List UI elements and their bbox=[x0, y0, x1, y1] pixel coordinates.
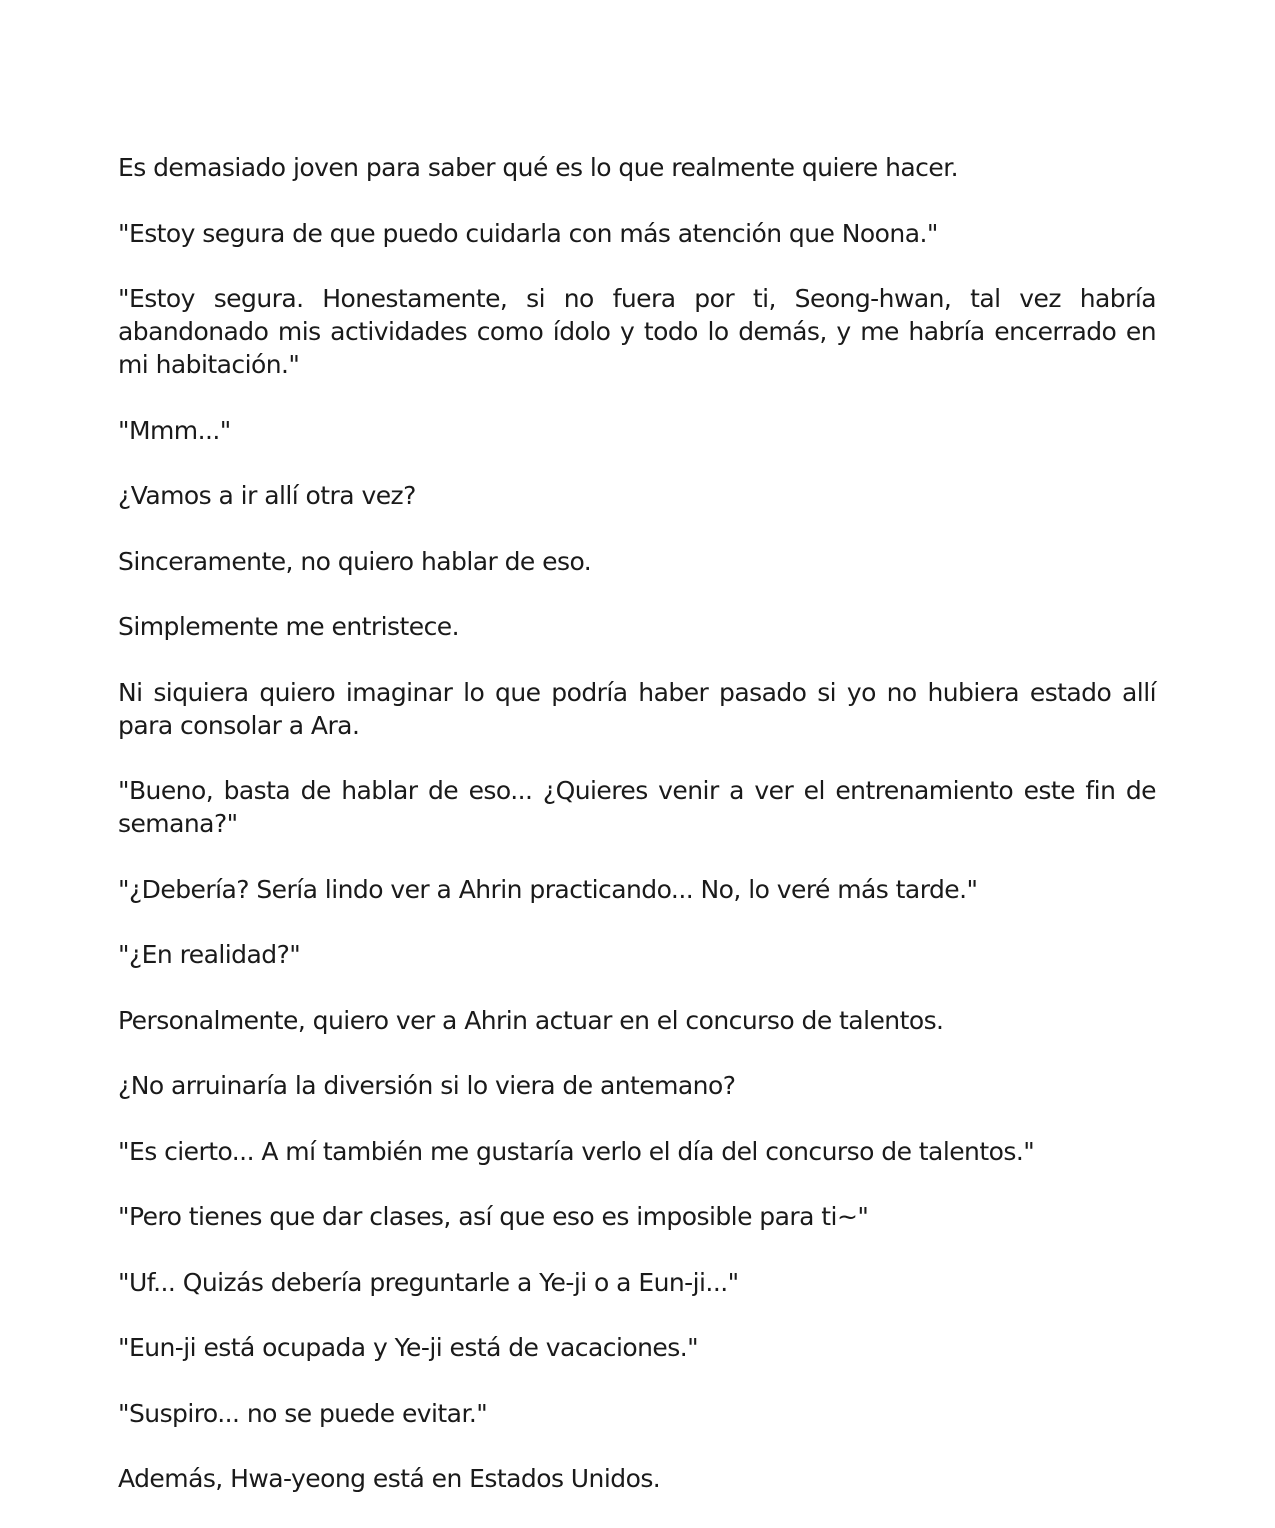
paragraph: Simplemente me entristece. bbox=[118, 612, 459, 641]
paragraph: "Estoy segura de que puedo cuidarla con más atención que Noona." bbox=[118, 218, 938, 248]
paragraph: ¿No arruinaría la diversión si lo viera de antemano? bbox=[118, 1071, 736, 1100]
paragraph: "¿Debería? Sería lindo ver a Ahrin practicando... No, lo veré más tarde." bbox=[118, 874, 978, 904]
paragraph: ¿Vamos a ir allí otra vez? bbox=[118, 481, 416, 510]
paragraph: Además, Hwa-yeong está en Estados Unidos. bbox=[118, 1464, 661, 1493]
paragraph: "Estoy segura. Honestamente, si no fuera por ti, Seong-hwan, tal vez habría abandonado mis actividades como ídolo y todo lo demás, y me habría encerrado en mi habitación." bbox=[118, 284, 1156, 379]
paragraph: "Eun-ji está ocupada y Ye-ji está de vacaciones." bbox=[118, 1333, 699, 1362]
paragraph: "Uf... Quizás debería preguntarle a Ye-ji o a Eun-ji..." bbox=[118, 1267, 739, 1297]
paragraph: "¿En realidad?" bbox=[118, 940, 301, 969]
paragraph: Sinceramente, no quiero hablar de eso. bbox=[118, 546, 592, 576]
paragraph: Personalmente, quiero ver a Ahrin actuar en el concurso de talentos. bbox=[118, 1005, 944, 1035]
paragraph: Ni siquiera quiero imaginar lo que podría haber pasado si yo no hubiera estado allí para consolar a Ara. bbox=[118, 677, 1156, 740]
paragraph: "Bueno, basta de hablar de eso... ¿Quieres venir a ver el entrenamiento este fin de semana?" bbox=[118, 776, 1156, 838]
paragraph: "Pero tienes que dar clases, así que eso es imposible para ti~" bbox=[118, 1202, 869, 1231]
paragraph: "Mmm..." bbox=[118, 415, 231, 445]
paragraph: "Es cierto... A mí también me gustaría verlo el día del concurso de talentos." bbox=[118, 1136, 1035, 1166]
document-page bbox=[118, 151, 1156, 1528]
paragraph: "Suspiro... no se puede evitar." bbox=[118, 1398, 488, 1428]
paragraph: Es demasiado joven para saber qué es lo que realmente quiere hacer. bbox=[118, 153, 959, 182]
